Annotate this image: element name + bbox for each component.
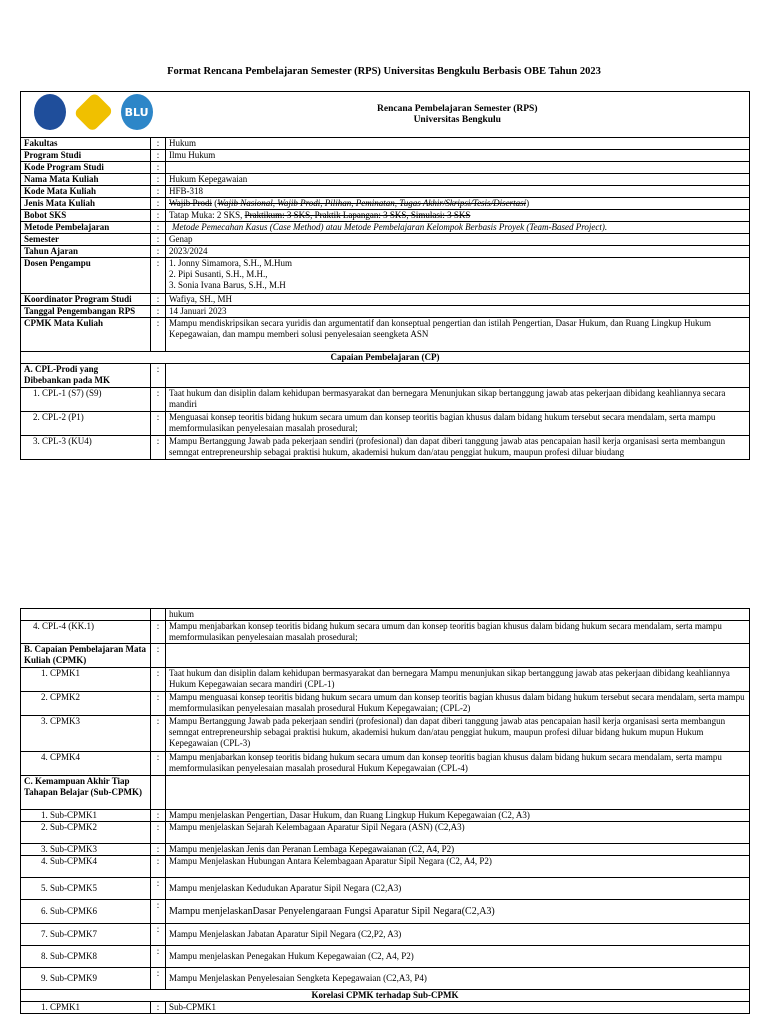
row-dosen: Dosen Pengampu : 1. Jonny Simamora, S.H., M.Hum 2. Pipi Susanti, S.H., M.H., 3. Sonia Ivana Barus, S.H., M.H [21,258,750,294]
university-name: Universitas Bengkulu [413,114,501,125]
logo-group [24,92,163,132]
cpmk-header-row: B. Capaian Pembelajaran Mata Kuliah (CPMK) : [21,644,750,668]
sub-cpmk-row: 6. Sub-CPMK6 : Mampu menjelaskanDasar Penyelengaraan Fungsi Aparatur Sipil Negara(C2,A3) [21,900,750,924]
row-kode-mk: Kode Mata Kuliah : HFB-318 [21,186,750,198]
row-tahun-ajaran: Tahun Ajaran : 2023/2024 [21,246,750,258]
korelasi-row: 1. CPMK1 : Sub-CPMK1 [21,1002,750,1014]
cpmk-row: 2. CPMK2 : Mampu menguasai konsep teoritis bidang hukum secara umum dan konsep teoritis bagian khusus dalam bidang hukum tersebut secara mendalam, serta mampu memformulasikan penyelesaian masalah prosedural Hukum Kepegawaian; (CPL-2) [21,692,750,716]
blu-logo-icon: BLU [121,94,153,130]
sub-cpmk-row: 4. Sub-CPMK4 : Mampu Menjelaskan Hubungan Antara Kelembagaan Aparatur Sipil Negara (C2, A4, P2) [21,856,750,878]
sub-cpmk-row: 7. Sub-CPMK7 : Mampu Menjelaskan Jabatan Aparatur Sipil Negara (C2,P2, A3) [21,924,750,946]
cpmk-table [20,608,750,1014]
cpmk-row: 3. CPMK3 : Mampu Bertanggung Jawab pada pekerjaan sendiri (profesional) dan dapat diberi tanggung jawab atas pencapaian hasil kerja organisasi serta membangun semngat entrepreneurship sebagai praktisi hukum, akademisi hukum dan/atau penggiat hukum, maupun profesi diluar bidang hukum mupun Hukum Kepegawaian (CPL-3) [21,716,750,752]
cp-section-title: Capaian Pembelajaran (CP) [21,352,750,364]
sub-cpmk-row: 9. Sub-CPMK9 : Mampu Menjelaskan Penyelesaian Sengketa Kepegawaian (C2,A3, P4) [21,968,750,990]
row-jenis-mk: Jenis Mata Kuliah : Wajib Prodi (Wajib Nasional, Wajib Prodi, Pilihan, Peminatan, Tugas Akhir/Skripsi/Tesis/Disertasi) [21,198,750,210]
row-program-studi: Program Studi : Ilmu Hukum [21,150,750,162]
document-title: Format Rencana Pembelajaran Semester (RPS) Universitas Bengkulu Berbasis OBE Tahun 2023 [167,66,601,77]
sub-cpmk-header-row: C. Kemampuan Akhir Tiap Tahapan Belajar (Sub-CPMK) [21,776,750,810]
row-kode-prodi: Kode Program Studi : [21,162,750,174]
row-cpmk-mk: CPMK Mata Kuliah : Mampu mendiskripsikan secara yuridis dan argumentatif dan konseptual pengertian dan istilah Pengertian, Dasar Hukum, dan Ruang Lingkup Hukum Kepegawaian, dan mampu memberi solusi penyelesaian seengketa ASN [21,318,750,352]
kemdikbud-logo-icon [34,94,66,130]
continuation-row: hukum [21,609,750,621]
rps-identity-table [20,91,750,460]
unib-logo-icon [73,92,113,132]
cpl-row: 1. CPL-1 (S7) (S9) : Taat hukum dan disiplin dalam kehidupan bermasyarakat dan bernegara Menunjukan sikap bertanggung jawab atas pekerjaan dibidang keahliannya secara mandiri [21,388,750,412]
row-metode: Metode Pembelajaran : Metode Pemecahan Kasus (Case Method) atau Metode Pembelajaran Kelompok Berbasis Proyek (Team-Based Project). [21,222,750,234]
cpl-row: 2. CPL-2 (P1) : Menguasai konsep teoritis bidang hukum secara umum dan konsep teoritis bagian khusus dalam bidang hukum tersebut secara mendalam, serta mampu memformulasikan penyelesaian masalah prosedural; [21,412,750,436]
cpl-header-row: A. CPL-Prodi yang Dibebankan pada MK : [21,364,750,388]
sub-cpmk-row: 3. Sub-CPMK3 : Mampu menjelaskan Jenis dan Peranan Lembaga Kepegawaianan (C2, A4, P2) [21,844,750,856]
sub-cpmk-row: 1. Sub-CPMK1 : Mampu menjelaskan Pengertian, Dasar Hukum, dan Ruang Lingkup Hukum Kepegawaian (C2, A3) [21,810,750,822]
sub-cpmk-row: 5. Sub-CPMK5 : Mampu menjelaskan Kedudukan Aparatur Sipil Negara (C2,A3) [21,878,750,900]
row-tanggal: Tanggal Pengembangan RPS : 14 Januari 2023 [21,306,750,318]
cpmk-row: 1. CPMK1 : Taat hukum dan disiplin dalam kehidupan bermasyarakat dan bernegara Mampu menunjukan sikap bertanggung jawab atas pekerjaan dibidang keahliannya Hukum Kepegawaian secara mandiri (CPL-1) [21,668,750,692]
row-semester: Semester : Genap [21,234,750,246]
row-nama-mk: Nama Mata Kuliah : Hukum Kepegawaian [21,174,750,186]
cpl-row: 4. CPL-4 (KK.1) : Mampu menjabarkan konsep teoritis bidang hukum secara umum dan konsep teoritis bagian khusus dalam bidang hukum secara mendalam, serta mampu memformulasikan penyelesaian masalah prosedural; [21,621,750,644]
cpmk-row: 4. CPMK4 : Mampu menjabarkan konsep teoritis bidang hukum secara umum dan konsep teoritis bagian khusus dalam bidang hukum secara mendalam, serta mampu memformulasikan penyelesaian masalah prosedural Hukum Kepegawaian (CPL-4) [21,752,750,776]
korelasi-title: Korelasi CPMK terhadap Sub-CPMK [21,990,750,1002]
row-fakultas: Fakultas : Hukum [21,138,750,150]
sub-cpmk-row: 2. Sub-CPMK2 : Mampu menjelaskan Sejarah Kelembagaan Aparatur Sipil Negara (ASN) (C2,A3) [21,822,750,844]
row-koordinator: Koordinator Program Studi : Wafiya, SH., MH [21,294,750,306]
sub-cpmk-row: 8. Sub-CPMK8 : Mampu menjelaskan Penegakan Hukum Kepegawaian (C2, A4, P2) [21,946,750,968]
cpl-row: 3. CPL-3 (KU4) : Mampu Bertanggung Jawab pada pekerjaan sendiri (profesional) dan dapat diberi tanggung jawab atas pencapaian hasil kerja organisasi serta membangun semngat entrepreneurship sebagai praktisi hukum, akademisi hukum dan/atau penggiat hukum, maupun profesi diluar biudang [21,436,750,460]
rps-title: Rencana Pembelajaran Semester (RPS) [377,103,538,114]
row-bobot-sks: Bobot SKS : Tatap Muka: 2 SKS, Praktikum: 3 SKS, Praktik Lapangan: 3 SKS, Simulasi: 3 SKS [21,210,750,222]
